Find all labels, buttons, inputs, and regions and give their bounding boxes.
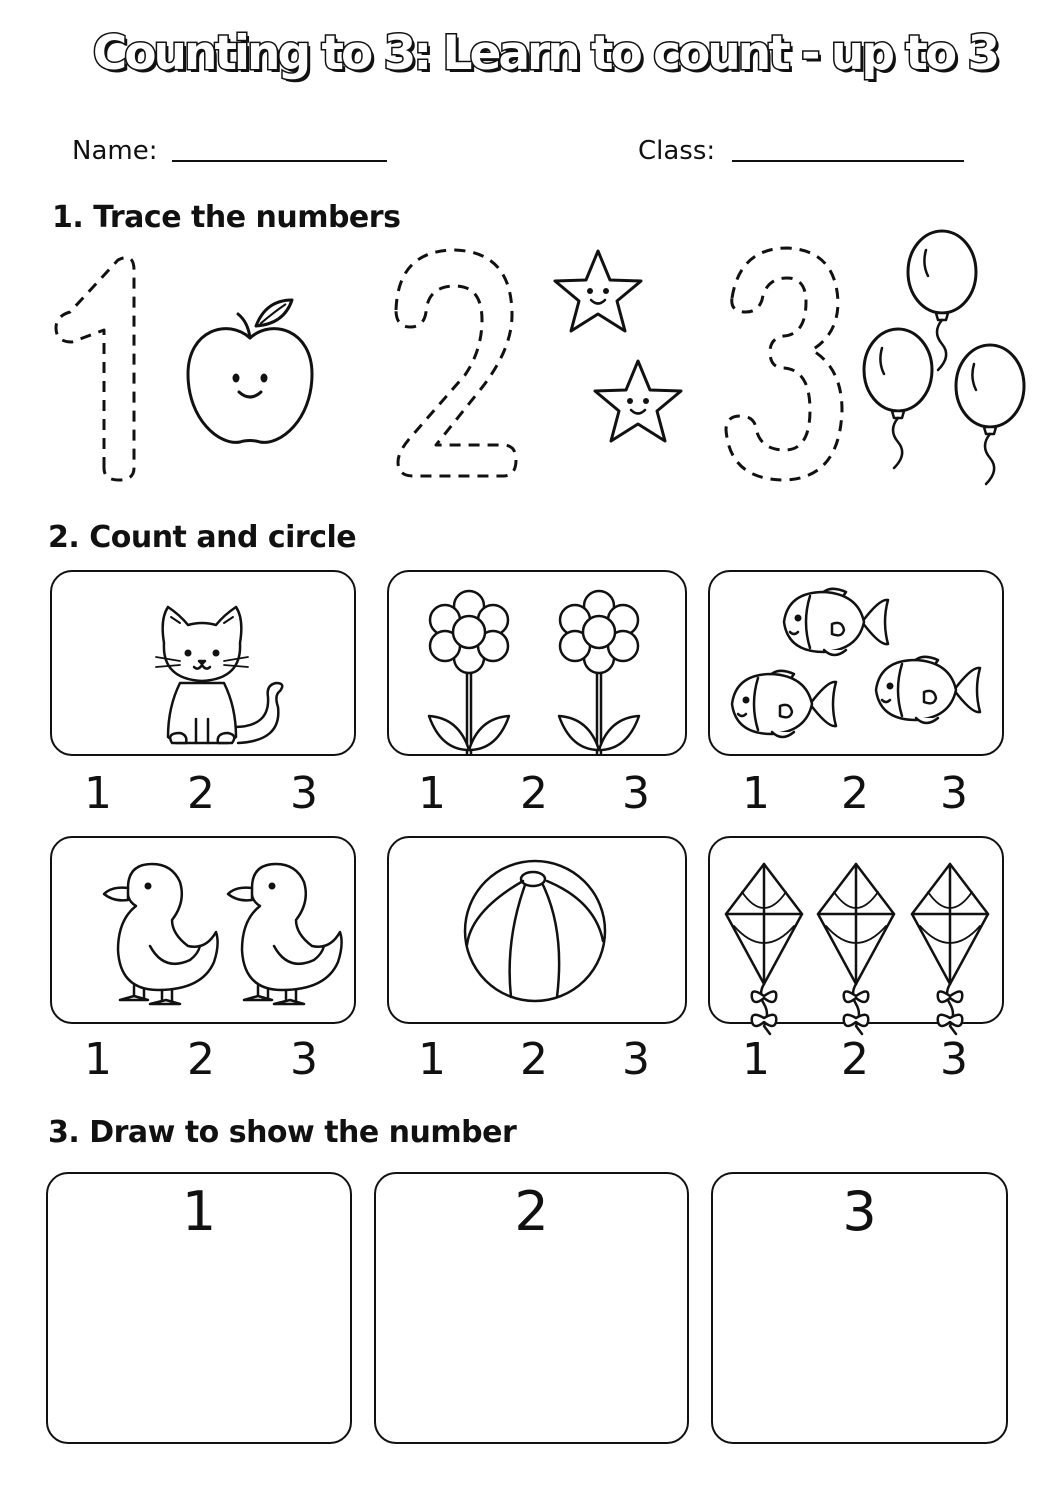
choice-3[interactable]: 3 — [940, 768, 968, 819]
choice-3[interactable]: 3 — [290, 768, 318, 819]
choice-2[interactable]: 2 — [187, 768, 215, 819]
star-icon — [555, 251, 641, 331]
count-card-fish — [708, 570, 1004, 756]
count-choices-ball — [412, 1034, 656, 1085]
choice-2[interactable]: 2 — [841, 1034, 869, 1085]
section-count-heading: 2. Count and circle — [48, 520, 357, 555]
name-field[interactable] — [172, 160, 387, 162]
apple-icon — [188, 300, 312, 442]
trace-number-3[interactable] — [726, 248, 842, 480]
draw-box-2[interactable] — [374, 1172, 689, 1444]
count-card-duck — [50, 836, 356, 1024]
class-label: Class: — [638, 136, 716, 166]
balloon-icon — [864, 329, 932, 468]
draw-box-3[interactable] — [711, 1172, 1008, 1444]
name-label: Name: — [72, 136, 158, 166]
page-title: Counting to 3: Learn to count - up to 3 — [92, 26, 998, 81]
class-field[interactable] — [732, 160, 964, 162]
choice-3[interactable]: 3 — [940, 1034, 968, 1085]
choice-1[interactable]: 1 — [418, 1034, 446, 1085]
section-trace-heading: 1. Trace the numbers — [52, 200, 401, 235]
choice-2[interactable]: 2 — [841, 768, 869, 819]
choice-1[interactable]: 1 — [418, 768, 446, 819]
balloon-icon — [956, 345, 1024, 484]
flower-icon — [389, 572, 685, 752]
draw-box-number: 2 — [514, 1180, 549, 1243]
choice-1[interactable]: 1 — [84, 768, 112, 819]
choice-1[interactable]: 1 — [742, 768, 770, 819]
count-choices-cat — [78, 768, 324, 819]
ball-icon — [389, 838, 685, 1020]
choice-2[interactable]: 2 — [520, 1034, 548, 1085]
trace-number-1[interactable] — [56, 258, 134, 480]
trace-area — [0, 230, 1055, 500]
fish-icon — [710, 572, 1002, 752]
draw-box-1[interactable] — [46, 1172, 352, 1444]
choice-2[interactable]: 2 — [187, 1034, 215, 1085]
cat-icon — [52, 572, 352, 752]
choice-3[interactable]: 3 — [622, 1034, 650, 1085]
kite-icon — [710, 838, 1002, 1020]
count-choices-duck — [78, 1034, 324, 1085]
draw-box-number: 3 — [842, 1180, 877, 1243]
draw-box-number: 1 — [181, 1180, 217, 1243]
count-choices-flower — [412, 768, 656, 819]
choice-3[interactable]: 3 — [290, 1034, 318, 1085]
count-card-ball — [387, 836, 687, 1024]
count-card-flower — [387, 570, 687, 756]
choice-1[interactable]: 1 — [84, 1034, 112, 1085]
choice-1[interactable]: 1 — [742, 1034, 770, 1085]
star-icon — [595, 361, 681, 441]
count-card-cat — [50, 570, 356, 756]
count-choices-kite — [736, 1034, 974, 1085]
choice-2[interactable]: 2 — [520, 768, 548, 819]
count-choices-fish — [736, 768, 974, 819]
choice-3[interactable]: 3 — [622, 768, 650, 819]
duck-icon — [52, 838, 352, 1020]
trace-number-2[interactable] — [396, 250, 516, 476]
section-draw-heading: 3. Draw to show the number — [48, 1115, 517, 1150]
count-card-kite — [708, 836, 1004, 1024]
